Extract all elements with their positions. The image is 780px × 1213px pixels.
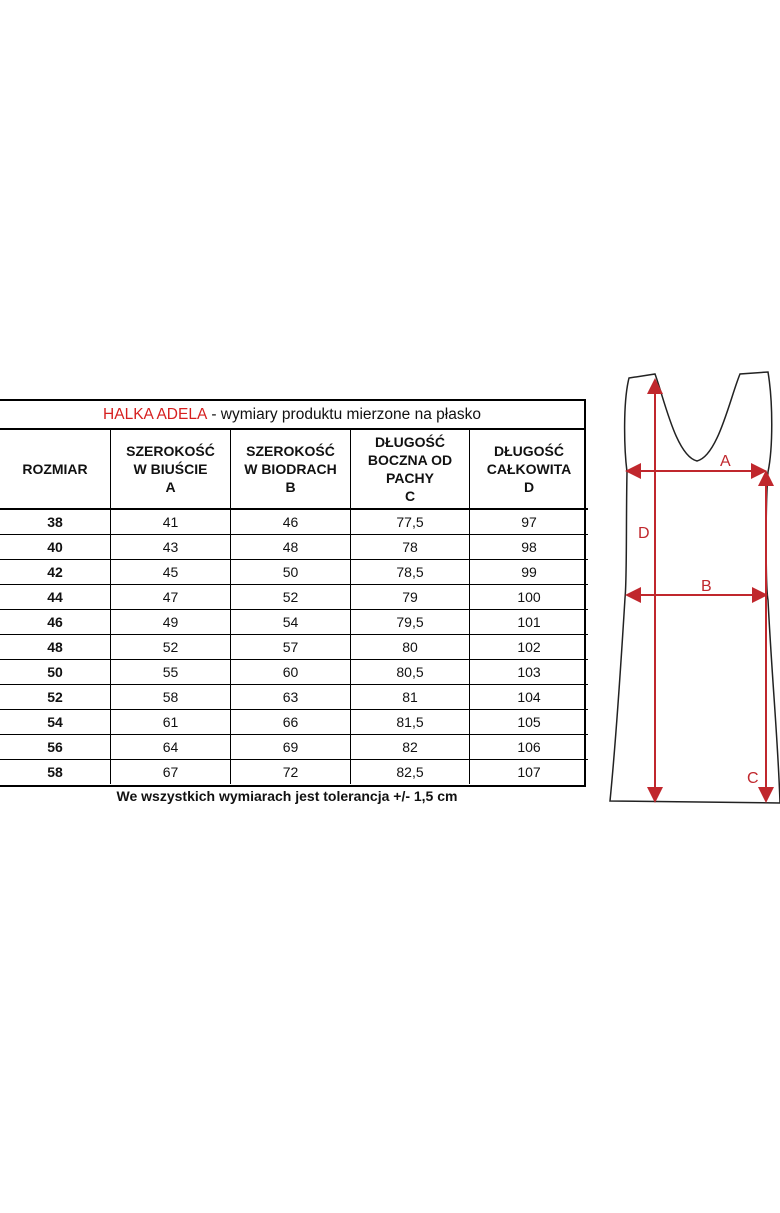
measurement-cell: 58 <box>111 685 231 710</box>
measurement-cell: 81,5 <box>351 710 470 735</box>
measurement-cell: 57 <box>231 635 351 660</box>
header-text: DŁUGOŚĆ <box>375 434 445 450</box>
dress-outline <box>610 372 780 803</box>
measurement-cell: 107 <box>517 764 541 780</box>
measurement-cell: 69 <box>231 735 351 760</box>
table-row <box>0 710 588 735</box>
size-cell: 52 <box>0 685 111 710</box>
size-cell: 54 <box>0 710 111 735</box>
size-cell: 46 <box>0 610 111 635</box>
measurement-cell: 43 <box>111 535 231 560</box>
header-hip-width <box>231 430 351 509</box>
header-text: SZEROKOŚĆ <box>246 443 335 459</box>
measurement-cell: 64 <box>111 735 231 760</box>
measurement-cell: 105 <box>470 710 589 735</box>
measurements-table <box>0 430 588 784</box>
tolerance-note: We wszystkich wymiarach jest tolerancja +/- 1,5 cm <box>116 788 458 804</box>
measurement-cell: 81 <box>351 685 470 710</box>
measurement-cell: 48 <box>231 535 351 560</box>
table-row <box>0 560 588 585</box>
table-row <box>0 585 588 610</box>
table-row <box>0 509 588 535</box>
measurement-cell: 100 <box>470 585 589 610</box>
header-letter: D <box>523 479 535 495</box>
table-row <box>0 535 588 560</box>
measurement-cell: 102 <box>470 635 589 660</box>
header-letter: A <box>165 479 176 495</box>
measurement-cell: 103 <box>470 660 589 685</box>
measurement-cell: 80,5 <box>351 660 470 685</box>
measurement-cell: 97 <box>470 509 589 535</box>
header-text: BOCZNA OD <box>367 452 453 468</box>
header-rozmiar <box>0 430 111 509</box>
measurement-cell: 80 <box>351 635 470 660</box>
title-description: - wymiary produktu mierzone na płasko <box>211 405 481 423</box>
measurement-cell: 99 <box>470 560 589 585</box>
measurement-cell: 82 <box>351 735 470 760</box>
header-side-length <box>351 430 470 509</box>
measurement-cell: 63 <box>231 685 351 710</box>
measurement-cell: 79 <box>351 585 470 610</box>
table-row <box>0 660 588 685</box>
size-cell: 56 <box>0 735 111 760</box>
size-cell: 44 <box>0 585 111 610</box>
measurement-cell: 60 <box>231 660 351 685</box>
header-text: SZEROKOŚĆ <box>126 443 215 459</box>
measurement-cell: 50 <box>231 560 351 585</box>
measurement-cell: 78,5 <box>351 560 470 585</box>
header-text: CAŁKOWITA <box>486 461 572 477</box>
measurement-cell: 79,5 <box>351 610 470 635</box>
size-chart-table <box>0 399 586 787</box>
size-cell: 58 <box>0 760 111 785</box>
measurement-cell: 45 <box>111 560 231 585</box>
size-cell: 40 <box>0 535 111 560</box>
measurement-cell: 52 <box>111 635 231 660</box>
header-text: W BIODRACH <box>244 461 337 477</box>
header-letter: C <box>404 488 416 504</box>
measurement-cell: 104 <box>470 685 589 710</box>
measurement-cell: 46 <box>231 509 351 535</box>
measurement-cell: 52 <box>231 585 351 610</box>
measurement-cell: 67 <box>111 760 231 785</box>
measurement-cell: 101 <box>470 610 589 635</box>
measurement-cell: 77,5 <box>351 509 470 535</box>
header-text: W BIUŚCIE <box>133 461 208 477</box>
size-cell: 42 <box>0 560 111 585</box>
label-c: C <box>747 770 759 787</box>
label-d: D <box>638 525 650 542</box>
label-a: A <box>720 453 731 470</box>
measurement-cell: 41 <box>111 509 231 535</box>
header-total-length <box>470 430 589 509</box>
product-name: HALKA ADELA <box>103 405 208 423</box>
chart-title <box>0 401 584 430</box>
table-body <box>0 509 588 784</box>
header-text: ROZMIAR <box>22 461 88 477</box>
header-text: DŁUGOŚĆ <box>494 443 564 459</box>
table-row <box>0 685 588 710</box>
measurement-cell: 72 <box>231 760 351 785</box>
measurement-cell: 98 <box>470 535 589 560</box>
measurement-cell: 54 <box>231 610 351 635</box>
table-row <box>0 635 588 660</box>
measurement-cell: 82,5 <box>351 760 470 785</box>
header-row <box>0 430 588 509</box>
dress-diagram <box>596 368 780 808</box>
size-cell: 50 <box>0 660 111 685</box>
size-cell: 48 <box>0 635 111 660</box>
header-text: PACHY <box>386 470 434 486</box>
label-b: B <box>701 578 712 595</box>
table-row <box>0 760 588 785</box>
table-row <box>0 610 588 635</box>
measurement-cell: 55 <box>111 660 231 685</box>
size-cell: 38 <box>0 509 111 535</box>
table-row <box>0 735 588 760</box>
measurement-cell: 49 <box>111 610 231 635</box>
measurement-cell: 61 <box>111 710 231 735</box>
measurement-cell: 66 <box>231 710 351 735</box>
measurement-cell: 106 <box>470 735 589 760</box>
header-bust-width <box>111 430 231 509</box>
header-letter: B <box>285 479 296 495</box>
measurement-cell: 47 <box>111 585 231 610</box>
measurement-cell: 78 <box>351 535 470 560</box>
